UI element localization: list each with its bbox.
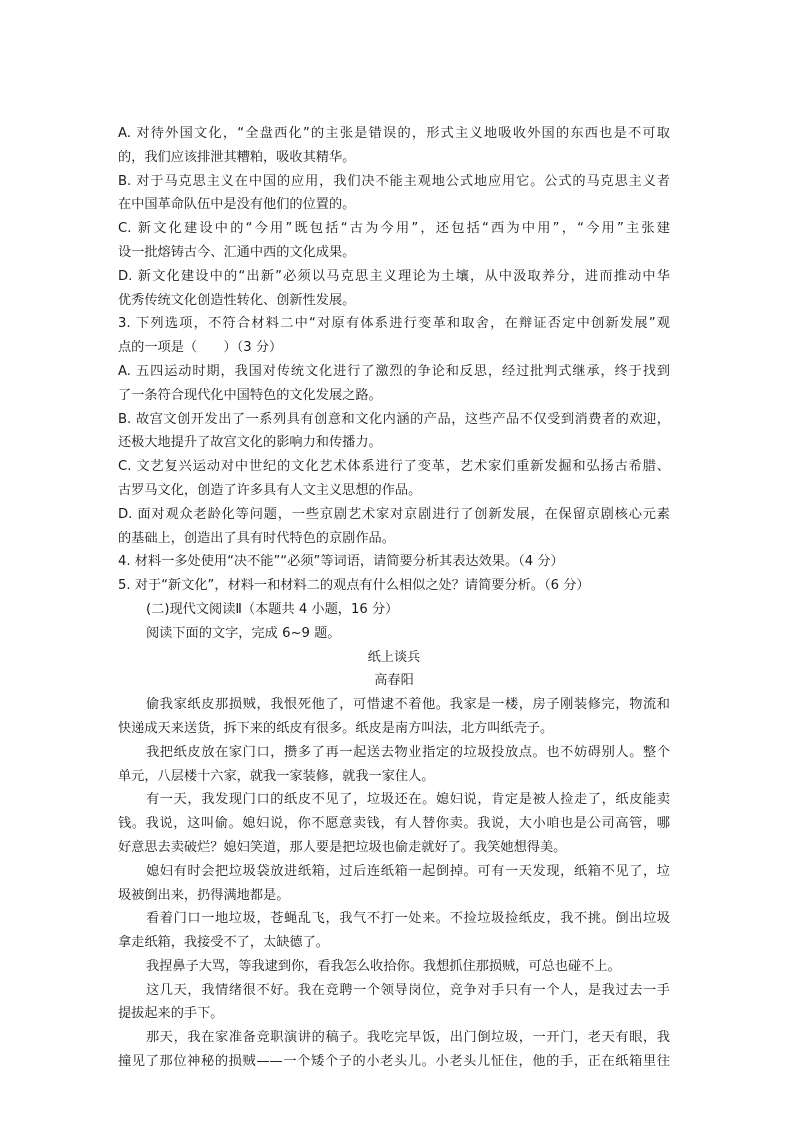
text-line-p1-2: 快递成天来送货，拆下来的纸皮有很多。纸皮是南方叫法，北方叫纸壳子。 <box>118 720 554 736</box>
text-line-p4-2: 圾被倒出来，扔得满地都是。 <box>118 887 290 903</box>
text-line-p6: 我捏鼻子大骂，等我逮到你，看我怎么收拾你。我想抓住那损贼，可总也碰不上。 <box>146 958 621 974</box>
text-line-q3b-1: B. 故宫文创开发出了一系列具有创意和文化内涵的产品，这些产品不仅受到消费者的欢迎， <box>118 411 670 427</box>
text-line-q3c-2: 古罗马文化，创造了许多具有人文主义思想的作品。 <box>118 482 422 498</box>
text-line-q4: 4. 材料一多处使用“决不能”“必须”等词语，请简要分析其表达效果。（4 分） <box>118 554 564 570</box>
text-line-q3d-1: D. 面对观众老龄化等问题，一些京剧艺术家对京剧进行了创新发展，在保留京剧核心元素 <box>118 506 670 522</box>
text-line-p7-1: 这几天，我情绪很不好。我在竞聘一个领导岗位，竞争对手只有一个人，是我过去一手 <box>146 982 670 998</box>
text-line-q2c-2: 设一批熔铸古今、汇通中西的文化成果。 <box>118 244 356 260</box>
text-line-q3-1: 3. 下列选项，不符合材料二中“对原有体系进行变革和取舍，在辩证否定中创新发展”观 <box>118 316 670 332</box>
text-line-q3a-2: 了一条符合现代化中国特色的文化发展之路。 <box>118 387 382 403</box>
text-line-p3-1: 有一天，我发现门口的纸皮不见了，垃圾还在。媳妇说，肯定是被人捡走了，纸皮能卖 <box>146 792 670 808</box>
text-line-p8-1: 那天，我在家准备竞职演讲的稿子。我吃完早饭，出门倒垃圾，一开门，老天有眼，我 <box>146 1030 670 1046</box>
text-line-q2b-2: 在中国革命队伍中是没有他们的位置的。 <box>118 197 356 213</box>
text-line-q2c-1: C. 新文化建设中的“今用”既包括“古为今用”，还包括“西为中用”，“今用”主张建 <box>118 221 670 237</box>
text-line-p7-2: 提拔起来的手下。 <box>118 1006 224 1022</box>
text-line-p5-1: 看着门口一地垃圾，苍蝇乱飞，我气不打一处来。不捡垃圾捡纸皮，我不挑。倒出垃圾 <box>146 911 670 927</box>
text-line-q5: 5. 对于“新文化”，材料一和材料二的观点有什么相似之处？请简要分析。（6 分） <box>118 578 590 594</box>
text-line-q2b-1: B. 对于马克思主义在中国的应用，我们决不能主观地公式地应用它。公式的马克思主义者 <box>118 173 670 189</box>
text-line-p2-2: 单元，八层楼十六家，就我一家装修，就我一家住人。 <box>118 768 435 784</box>
text-line-p3-2: 钱。我说，这叫偷。媳妇说，你不愿意卖钱，有人替你卖。我说，大小咱也是公司高管，哪 <box>118 816 670 832</box>
text-line-p3-3: 好意思去卖破烂？媳妇笑道，那人要是把垃圾也偷走就好了。我笑她想得美。 <box>118 839 567 855</box>
text-line-q3b-2: 还极大地提升了故宫文化的影响力和传播力。 <box>118 435 382 451</box>
text-line-q2a-1: A. 对待外国文化，“全盘西化”的主张是错误的，形式主义地吸收外国的东西也是不可取 <box>118 126 670 141</box>
text-line-q3c-1: C. 文艺复兴运动对中世纪的文化艺术体系进行了变革，艺术家们重新发掘和弘扬古希腊、 <box>118 459 670 475</box>
document-page <box>118 122 670 1074</box>
text-line-instr: 阅读下面的文字，完成 6~9 题。 <box>146 625 341 641</box>
text-line-sec2: (二)现代文阅读Ⅱ（本题共 4 小题，16 分） <box>146 601 399 617</box>
text-line-story-title: 纸上谈兵 <box>367 649 421 665</box>
text-line-q2d-1: D. 新文化建设中的“出新”必须以马克思主义理论为土壤，从中汲取养分，进而推动中华 <box>118 268 670 284</box>
text-line-p5-2: 拿走纸箱，我接受不了，太缺德了。 <box>118 935 329 951</box>
text-line-q2d-2: 优秀传统文化创造性转化、创新性发展。 <box>118 292 356 308</box>
text-line-p4-1: 媳妇有时会把垃圾袋放进纸箱，过后连纸箱一起倒掉。可有一天发现，纸箱不见了，垃 <box>146 863 670 879</box>
text-line-q3a-1: A. 五四运动时期，我国对传统文化进行了激烈的争论和反思，经过批判式继承，终于找到 <box>118 363 670 379</box>
text-line-p8-2: 撞见了那位神秘的损贼——一个矮个子的小老头儿。小老头儿怔住，他的手，正在纸箱里往 <box>118 1054 670 1070</box>
text-line-q2a-2: 的，我们应该排泄其糟粕，吸收其精华。 <box>118 149 356 165</box>
text-line-p1-1: 偷我家纸皮那损贼，我恨死他了，可惜逮不着他。我家是一楼，房子刚装修完，物流和 <box>146 697 670 713</box>
text-line-story-author: 高春阳 <box>374 673 414 689</box>
text-line-q3-2: 点的一项是（ ）（3 分） <box>118 340 283 356</box>
text-line-p2-1: 我把纸皮放在家门口，攒多了再一起送去物业指定的垃圾投放点。也不妨碍别人。整个 <box>146 744 670 760</box>
text-line-q3d-2: 的基础上，创造出了具有时代特色的京剧作品。 <box>118 530 395 546</box>
